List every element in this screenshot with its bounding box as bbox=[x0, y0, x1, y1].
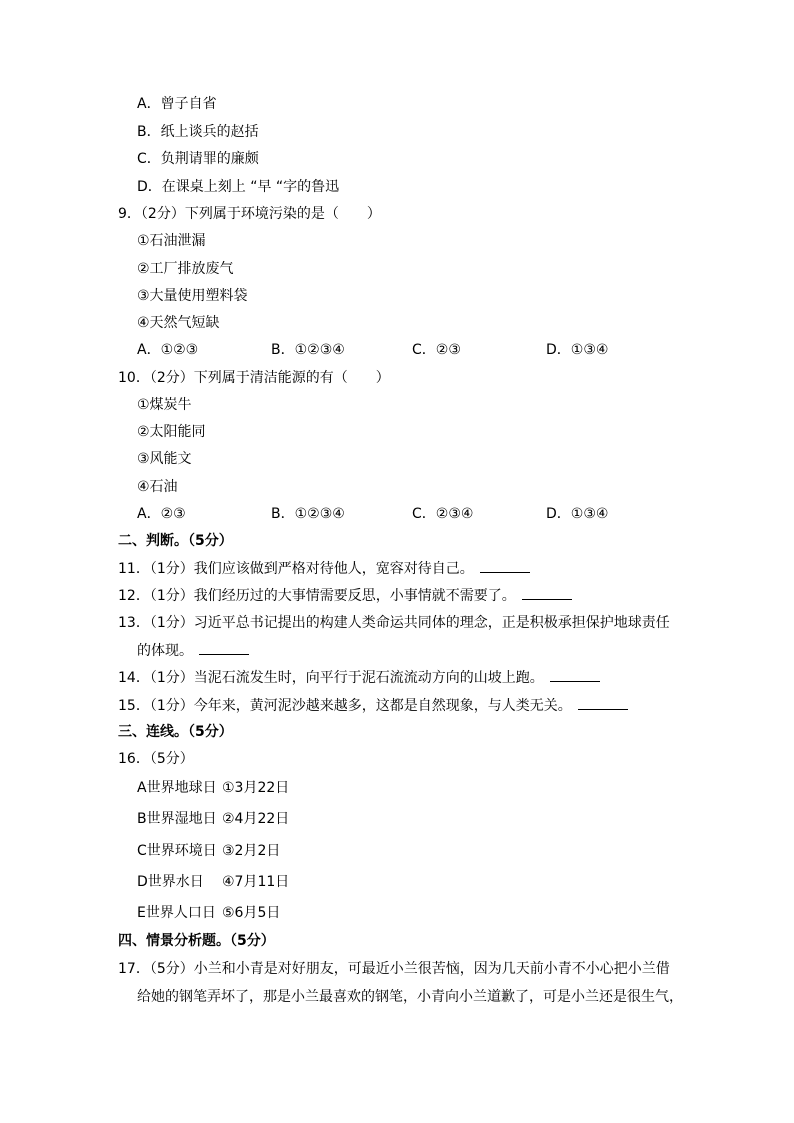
judge-item-14 bbox=[118, 668, 600, 687]
judge-item-12 bbox=[118, 586, 572, 605]
section-heading-match: 三、连线。（5分） bbox=[118, 724, 233, 740]
q17-line2: 给她的钢笔弄坏了，那是小兰最喜欢的钢笔，小青向小兰道歉了，可是小兰还是很生气， bbox=[137, 989, 683, 1005]
match-left-item[interactable]: A世界地球日 bbox=[137, 780, 217, 796]
match-right-item[interactable]: ①3月22日 bbox=[222, 780, 290, 796]
q10-choice-a: A．②③ bbox=[137, 506, 186, 522]
q9-item: ④天然气短缺 bbox=[137, 315, 220, 331]
judge-item-text: 的体现。 bbox=[137, 643, 193, 659]
q10-choice-c: C．②③④ bbox=[412, 506, 474, 522]
judge-item-13-line1: 13．（1分）习近平总书记提出的构建人类命运共同体的理念，正是积极承担保护地球责任 bbox=[118, 615, 670, 631]
match-right-item[interactable]: ③2月2日 bbox=[222, 843, 281, 859]
q9-stem: 9．（2分）下列属于环境污染的是（ ） bbox=[118, 206, 381, 222]
judge-item-text: 11．（1分）我们应该做到严格对待他人，宽容对待自己。 bbox=[118, 561, 474, 577]
q10-item: ④石油 bbox=[137, 479, 178, 495]
match-left-item[interactable]: C世界环境日 bbox=[137, 843, 217, 859]
q10-item: ③风能文 bbox=[137, 451, 192, 467]
match-left-item[interactable]: B世界湿地日 bbox=[137, 811, 217, 827]
answer-blank[interactable] bbox=[522, 586, 572, 600]
q16-stem: 16．（5分） bbox=[118, 751, 194, 767]
match-right-item[interactable]: ⑤6月5日 bbox=[222, 905, 281, 921]
q9-choice-d: D．①③④ bbox=[546, 342, 609, 358]
section-heading-scenario: 四、情景分析题。（5分） bbox=[118, 933, 275, 949]
q8-option-b: B．纸上谈兵的赵括 bbox=[137, 124, 259, 140]
q10-choice-b: B．①②③④ bbox=[271, 506, 345, 522]
q9-choice-a: A．①②③ bbox=[137, 342, 199, 358]
answer-blank[interactable] bbox=[578, 696, 628, 710]
q9-item: ②工厂排放废气 bbox=[137, 261, 234, 277]
q17-line1: 17．（5分）小兰和小青是对好朋友，可最近小兰很苦恼，因为几天前小青不小心把小兰借 bbox=[118, 961, 670, 977]
judge-item-text: 15．（1分）今年来，黄河泥沙越来越多，这都是自然现象，与人类无关。 bbox=[118, 698, 572, 714]
q9-choice-b: B．①②③④ bbox=[271, 342, 345, 358]
match-left-item[interactable]: E世界人口日 bbox=[137, 905, 216, 921]
judge-item-11 bbox=[118, 559, 530, 578]
match-right-item[interactable]: ②4月22日 bbox=[222, 811, 290, 827]
q10-stem: 10．（2分）下列属于清洁能源的有（ ） bbox=[118, 370, 390, 386]
match-right-item[interactable]: ④7月11日 bbox=[222, 874, 290, 890]
answer-blank[interactable] bbox=[480, 559, 530, 573]
section-heading-judge: 二、判断。（5分） bbox=[118, 533, 233, 549]
judge-item-text: 12．（1分）我们经历过的大事情需要反思，小事情就不需要了。 bbox=[118, 588, 516, 604]
judge-item-text: 14．（1分）当泥石流发生时，向平行于泥石流流动方向的山坡上跑。 bbox=[118, 670, 544, 686]
answer-blank[interactable] bbox=[199, 641, 249, 655]
q10-item: ①煤炭牛 bbox=[137, 397, 192, 413]
q10-choice-d: D．①③④ bbox=[546, 506, 609, 522]
judge-item-13-line2 bbox=[137, 641, 249, 660]
q8-option-a: A．曾子自省 bbox=[137, 96, 217, 112]
q8-option-c: C．负荆请罪的廉颇 bbox=[137, 151, 259, 167]
judge-item-15 bbox=[118, 696, 628, 715]
q10-item: ②太阳能同 bbox=[137, 424, 206, 440]
match-left-item[interactable]: D世界水日 bbox=[137, 874, 204, 890]
q9-choice-c: C．②③ bbox=[412, 342, 461, 358]
q8-option-d: D．在课桌上刻上 “早 “字的鲁迅 bbox=[137, 179, 340, 195]
q9-item: ①石油泄漏 bbox=[137, 233, 206, 249]
answer-blank[interactable] bbox=[550, 668, 600, 682]
q9-item: ③大量使用塑料袋 bbox=[137, 288, 248, 304]
